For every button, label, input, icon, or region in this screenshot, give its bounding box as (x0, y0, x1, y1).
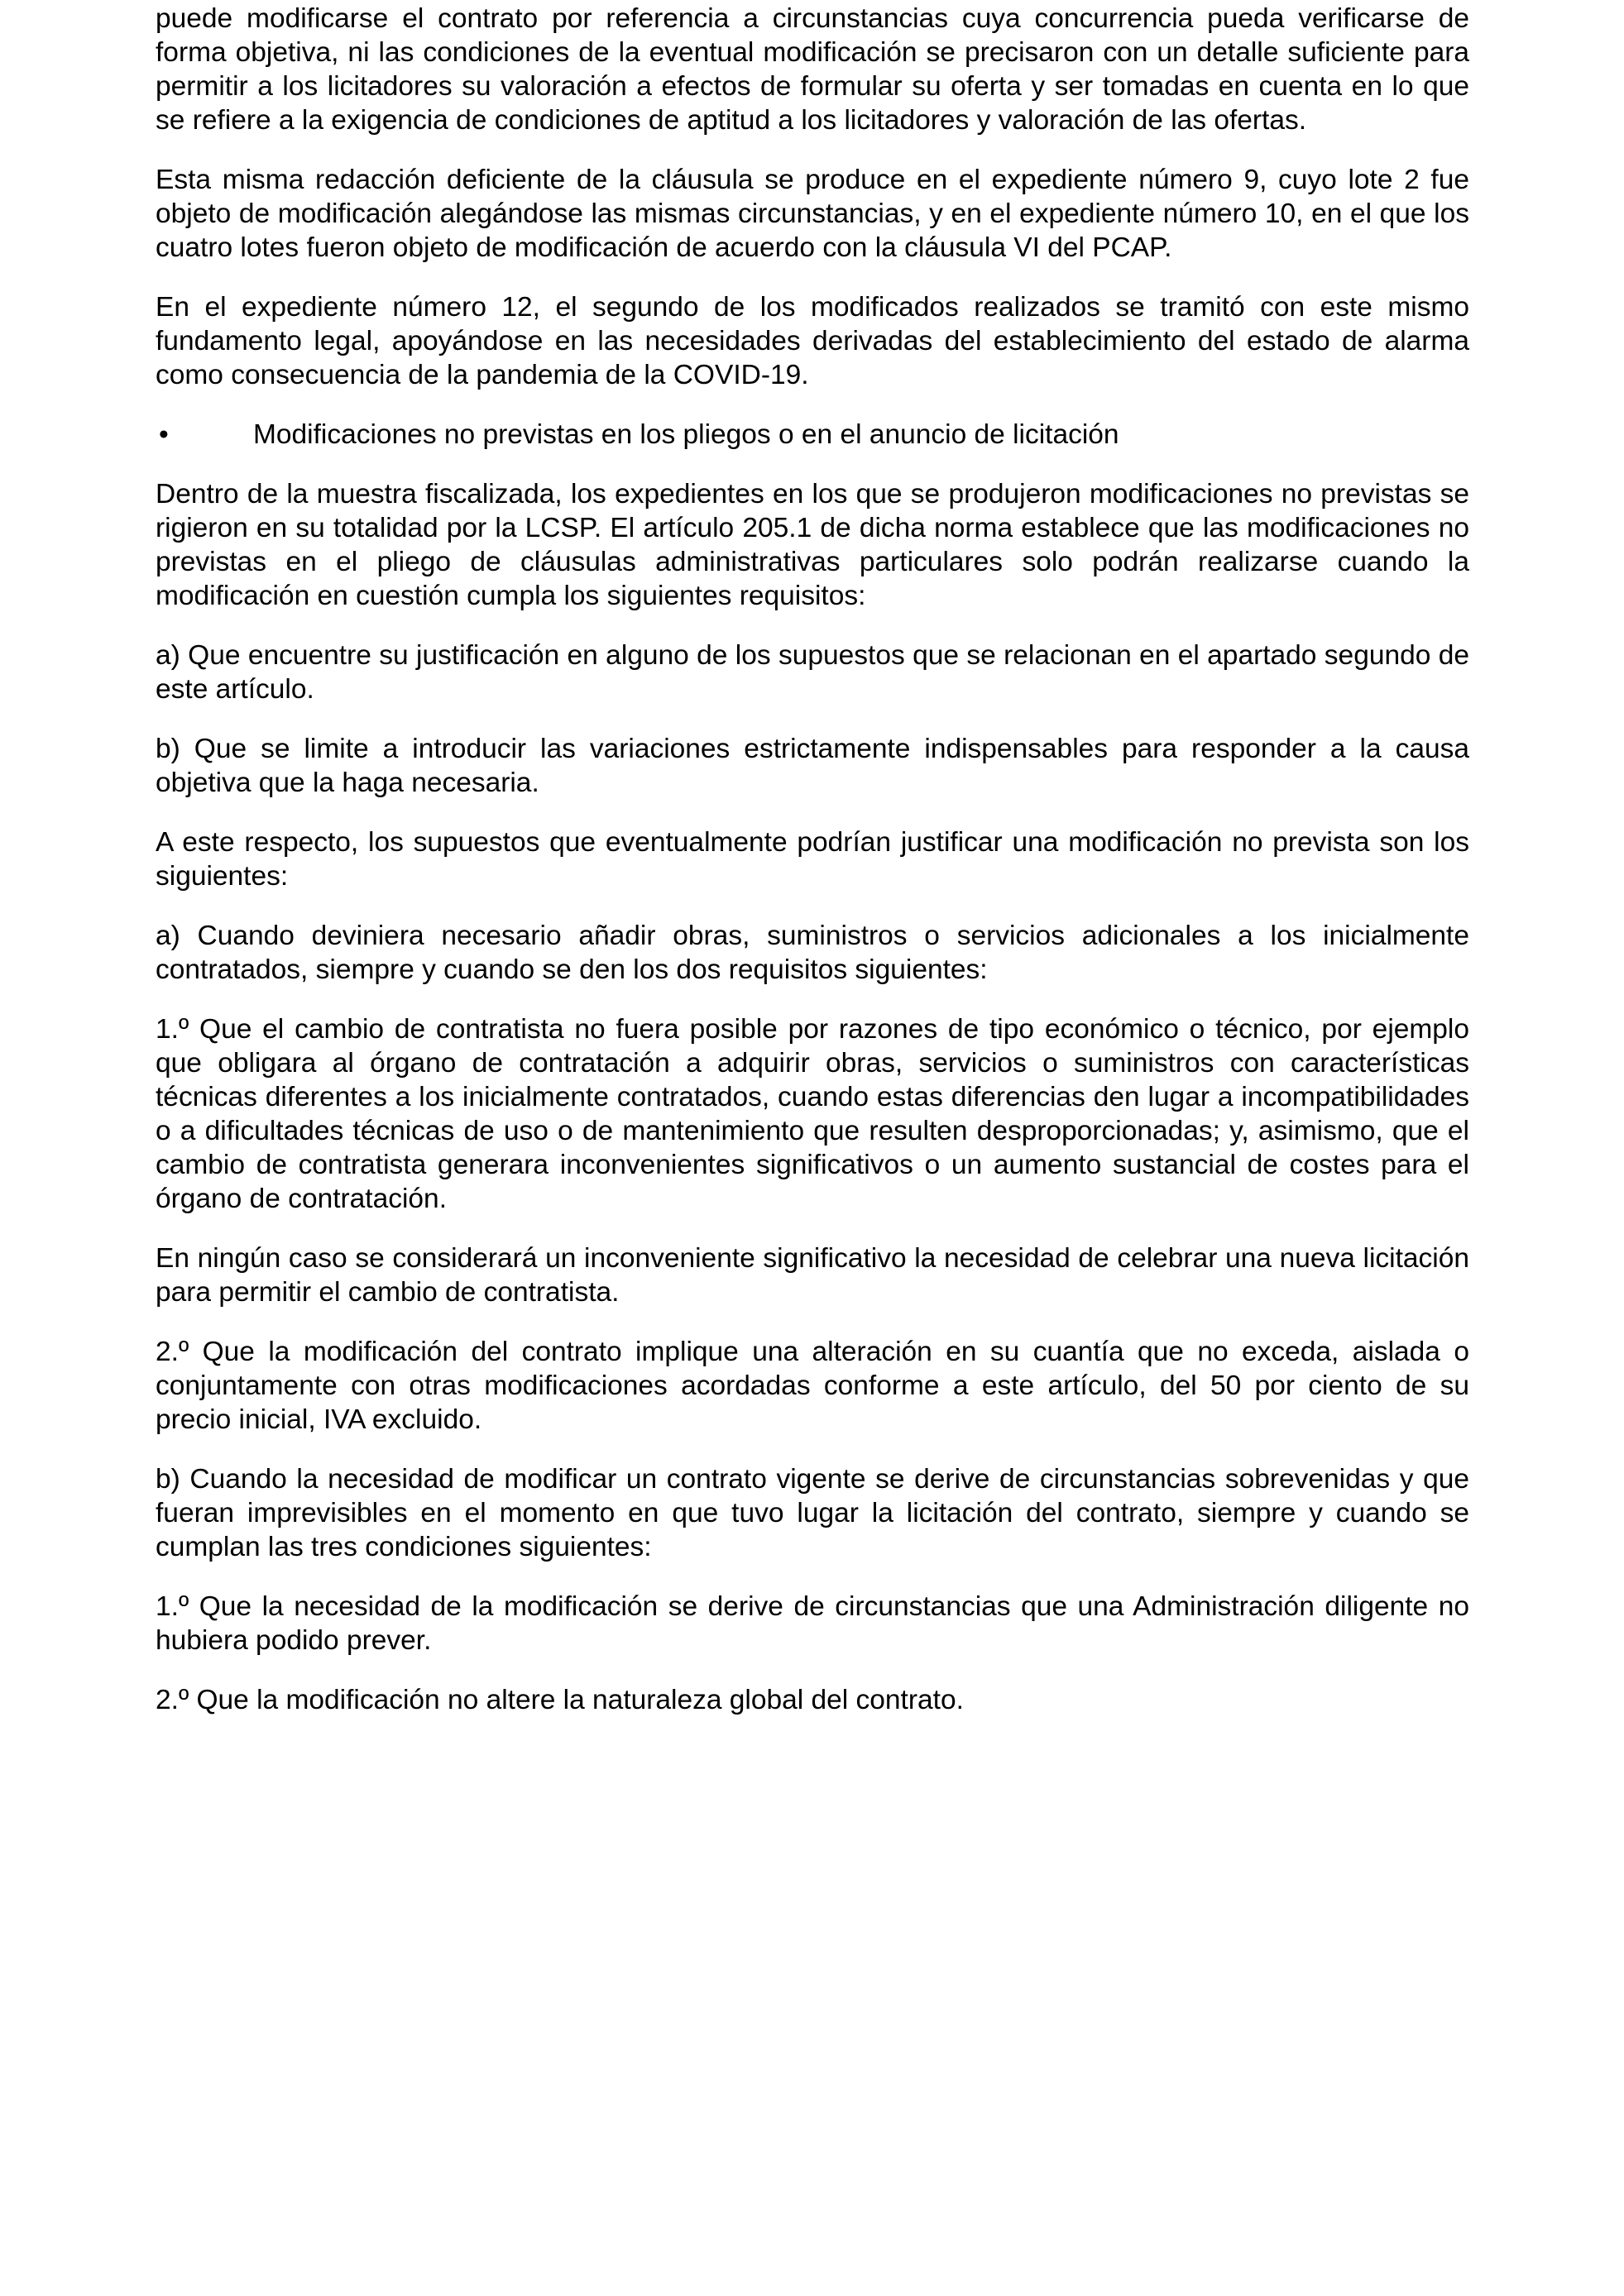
paragraph-expediente-9-10: Esta misma redacción deficiente de la cláusula se produce en el expediente número 9, cuyo lote 2 fue objeto de modificación alegándose las mismas circunstancias, y en el expediente número 10, en el que los cuatro lotes fueron objeto de modificación de acuerdo con la cláusula VI del PCAP. (156, 165, 1469, 263)
paragraph-supuesto-a: a) Cuando deviniera necesario añadir obras, suministros o servicios adicionales a los inicialmente contratados, siempre y cuando se den los dos requisitos siguientes: (156, 921, 1469, 985)
paragraph-requisito-a: a) Que encuentre su justificación en alguno de los supuestos que se relacionan en el apartado segundo de este artículo. (156, 640, 1469, 705)
paragraph-continuation: puede modificarse el contrato por referencia a circunstancias cuya concurrencia pueda verificarse de forma objetiva, ni las condiciones de la eventual modificación se precisaron con un detalle suficiente para permitir a los licitadores su valoración a efectos de formular su oferta y ser tomadas en cuenta en lo que se refiere a la exigencia de condiciones de aptitud a los licitadores y valoración de las ofertas. (156, 3, 1469, 136)
paragraph-supuesto-a-2: 2.º Que la modificación del contrato implique una alteración en su cuantía que no exceda, aislada o conjuntamente con otras modificaciones acordadas conforme a este artículo, del 50 por ciento de su precio inicial, IVA excluido. (156, 1337, 1469, 1435)
paragraph-muestra-fiscalizada: Dentro de la muestra fiscalizada, los expedientes en los que se produjeron modificaciones no previstas se rigieron en su totalidad por la LCSP. El artículo 205.1 de dicha norma establece que las modificaciones no previstas en el pliego de cláusulas administrativas particulares solo podrán realizarse cuando la modificación en cuestión cumpla los siguientes requisitos: (156, 479, 1469, 611)
paragraph-supuestos-intro: A este respecto, los supuestos que eventualmente podrían justificar una modificación no prevista son los siguientes: (156, 827, 1469, 892)
bullet-item-text: Modificaciones no previstas en los pliegos o en el anuncio de licitación (253, 419, 1119, 450)
bullet-item (156, 418, 1469, 452)
paragraph-supuesto-b-2: 2.º Que la modificación no altere la naturaleza global del contrato. (156, 1685, 964, 1715)
paragraph-expediente-12: En el expediente número 12, el segundo de los modificados realizados se tramitó con este mismo fundamento legal, apoyándose en las necesidades derivadas del establecimiento del estado de alarma como consecuencia de la pandemia de la COVID-19. (156, 292, 1469, 390)
paragraph-requisito-b: b) Que se limite a introducir las variaciones estrictamente indispensables para responder a la causa objetiva que la haga necesaria. (156, 734, 1469, 798)
paragraph-supuesto-a-1: 1.º Que el cambio de contratista no fuera posible por razones de tipo económico o técnico, por ejemplo que obligara al órgano de contratación a adquirir obras, servicios o suministros con características técnicas diferentes a los inicialmente contratados, cuando estas diferencias den lugar a incompatibilidades o a dificultades técnicas de uso o de mantenimiento que resulten desproporcionadas; y, asimismo, que el cambio de contratista generara inconvenientes significativos o un aumento sustancial de costes para el órgano de contratación. (156, 1014, 1469, 1214)
paragraph-supuesto-b-1: 1.º Que la necesidad de la modificación se derive de circunstancias que una Administración diligente no hubiera podido prever. (156, 1591, 1469, 1656)
document-page (156, 0, 1469, 1743)
paragraph-inconveniente: En ningún caso se considerará un inconveniente significativo la necesidad de celebrar una nueva licitación para permitir el cambio de contratista. (156, 1243, 1469, 1308)
bullet-glyph: • (159, 419, 169, 450)
paragraph-supuesto-b: b) Cuando la necesidad de modificar un contrato vigente se derive de circunstancias sobrevenidas y que fueran imprevisibles en el momento en que tuvo lugar la licitación del contrato, siempre y cuando se cumplan las tres condiciones siguientes: (156, 1464, 1469, 1562)
